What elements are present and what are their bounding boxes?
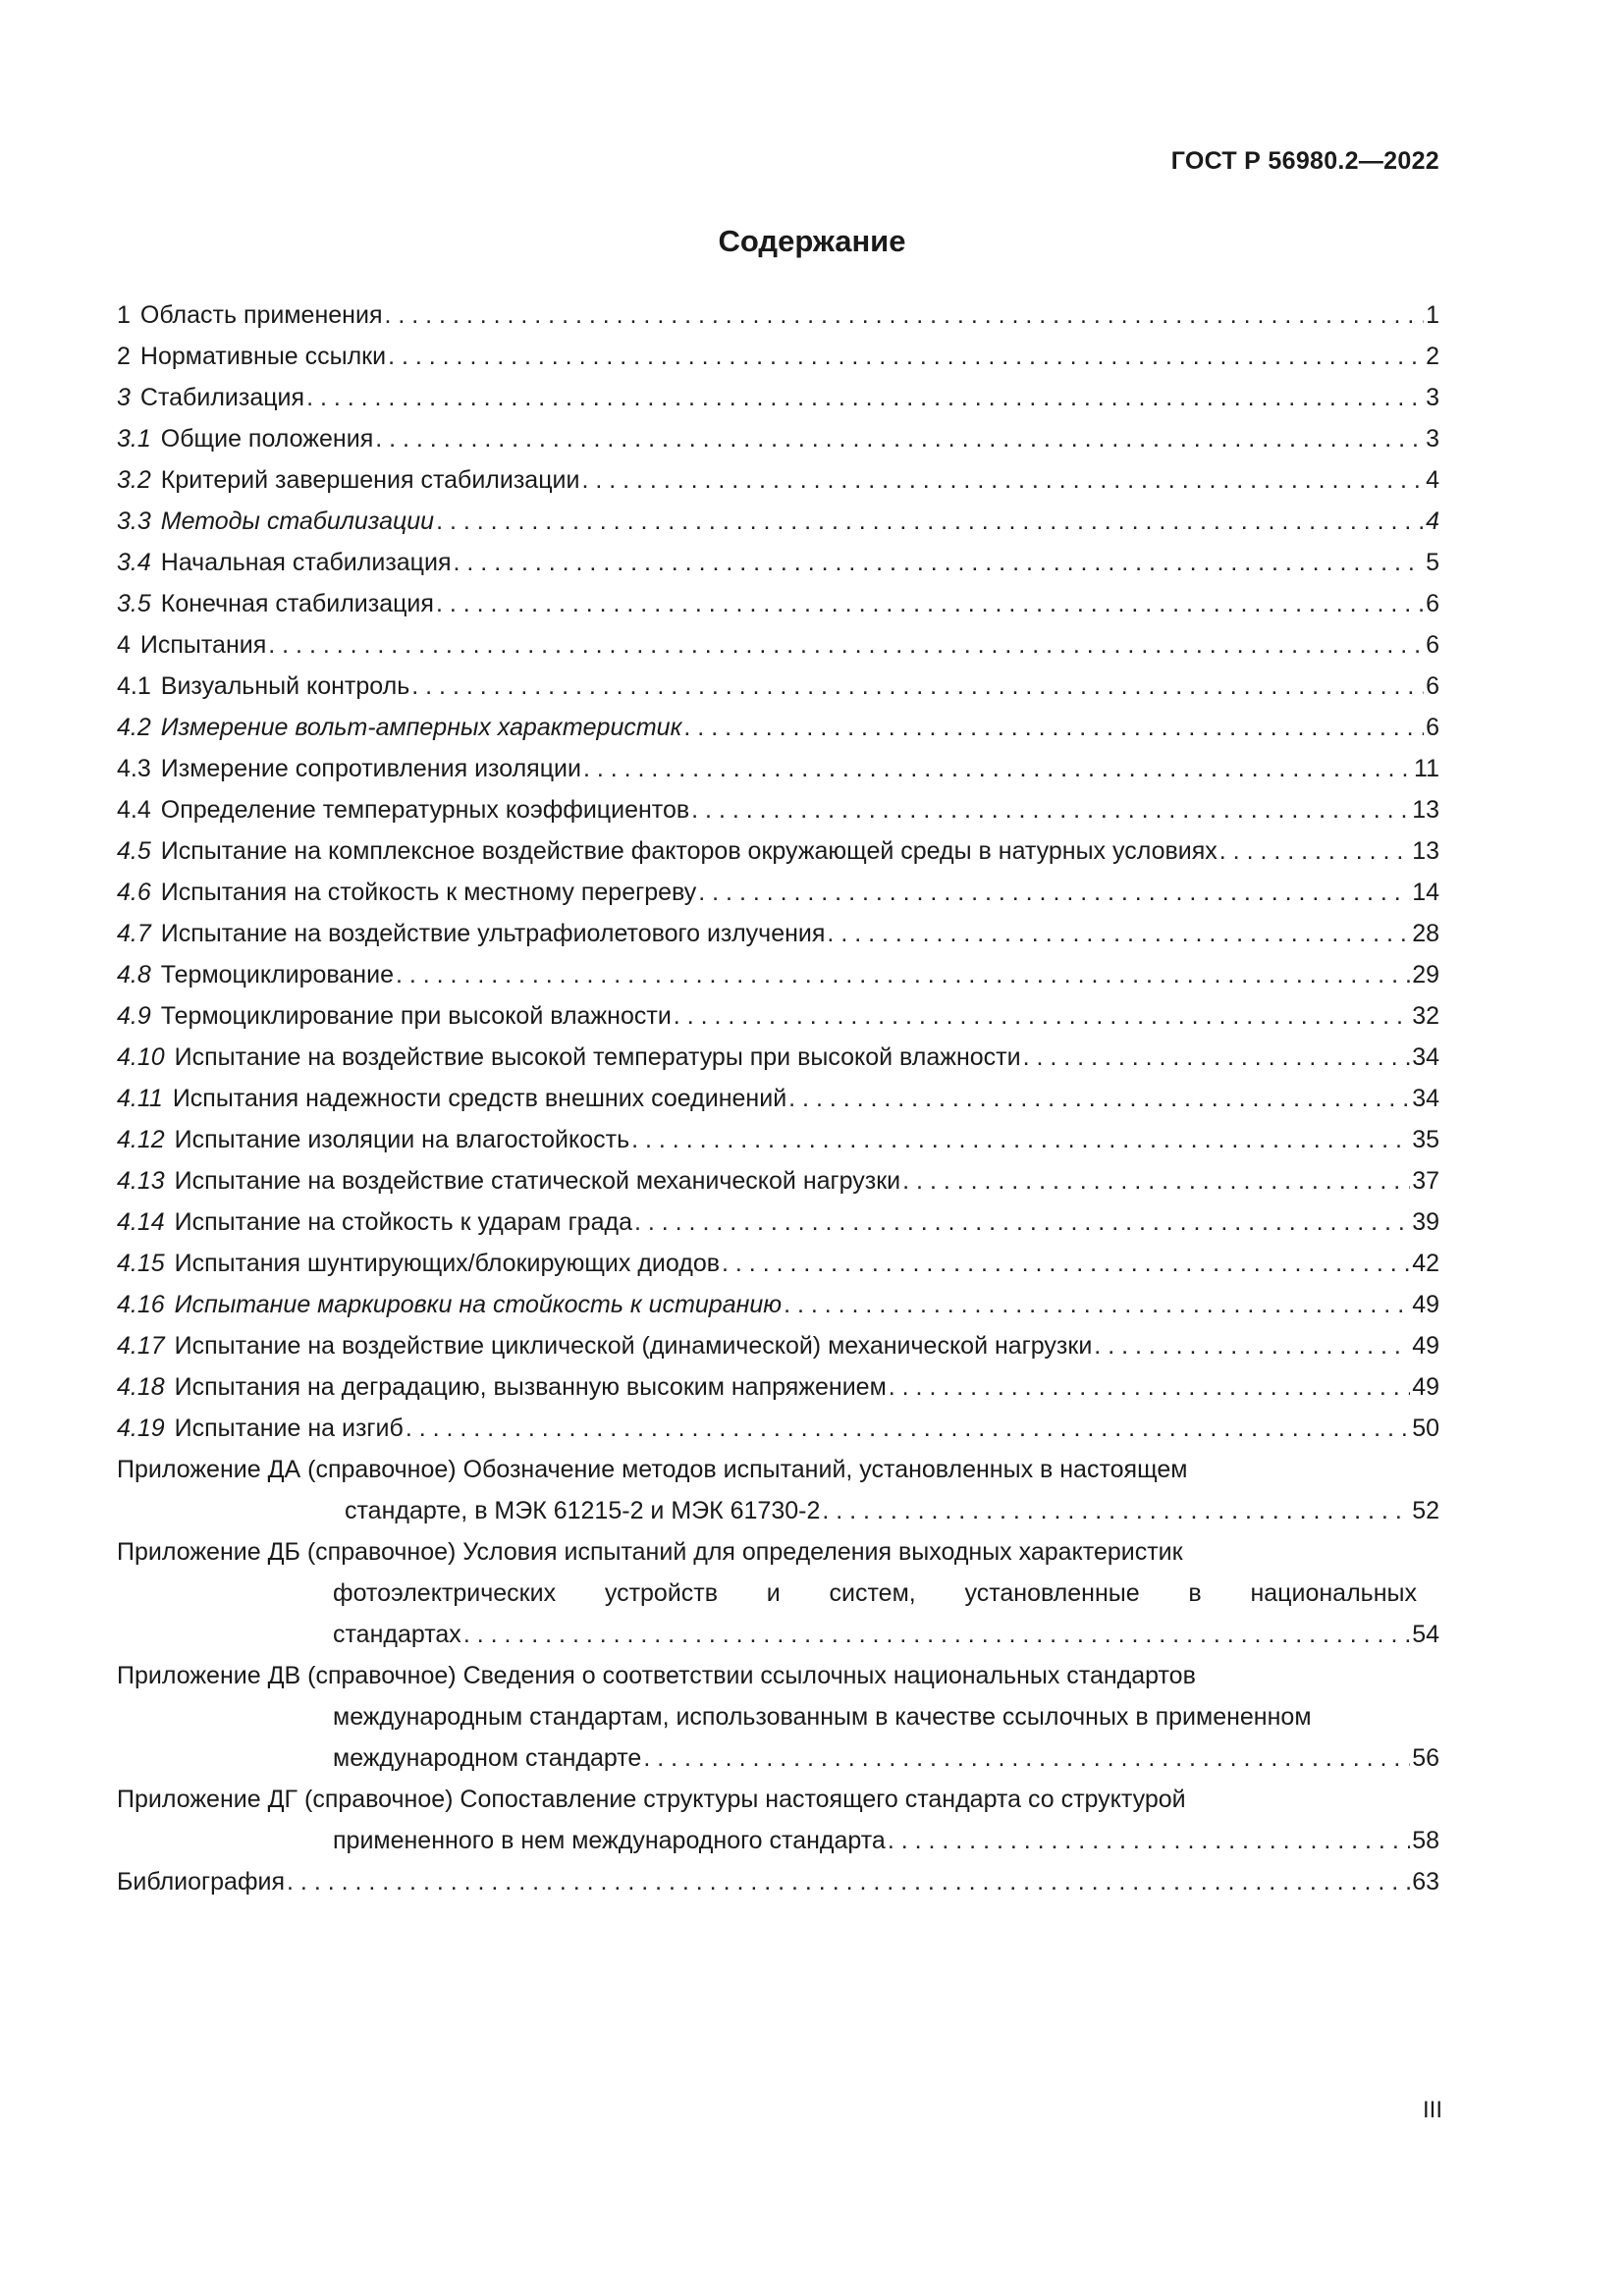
toc-entry[interactable]	[117, 1037, 1439, 1078]
toc-entry-number: 4.11	[117, 1085, 163, 1112]
toc-entry-title: Испытание на воздействие статической механической нагрузки	[174, 1167, 901, 1195]
leader-dots	[581, 459, 1424, 501]
leader-dots	[287, 1861, 1410, 1902]
appendix-word: установленные	[964, 1579, 1140, 1607]
leader-dots	[722, 1243, 1410, 1284]
toc-entry-number: 4.18	[117, 1373, 165, 1401]
toc-entry[interactable]	[117, 789, 1439, 830]
toc-entry-page: 13	[1412, 796, 1439, 824]
toc-entry-number: 3.3	[117, 507, 151, 535]
leader-dots	[674, 995, 1410, 1037]
toc-entry-page: 28	[1412, 920, 1439, 947]
toc-entry-page: 50	[1412, 1415, 1439, 1442]
appendix-justified-line	[117, 1573, 1417, 1614]
toc-entry-page: 52	[1412, 1497, 1439, 1524]
toc-entry-page: 35	[1412, 1126, 1439, 1153]
leader-dots	[268, 624, 1424, 666]
table-of-contents	[117, 294, 1439, 1902]
toc-entry-number: 4.16	[117, 1291, 165, 1318]
toc-entry-number: 4.8	[117, 961, 151, 988]
toc-entry-page: 14	[1412, 879, 1439, 906]
toc-entry[interactable]	[117, 872, 1439, 913]
toc-entry-number: 3.2	[117, 466, 151, 494]
toc-entry[interactable]	[117, 1284, 1439, 1325]
toc-entry[interactable]	[117, 418, 1439, 459]
toc-entry-title: Испытания шунтирующих/блокирующих диодов	[174, 1250, 721, 1277]
toc-entry-number: 4.12	[117, 1126, 165, 1153]
toc-entry-title: Испытание изоляции на влагостойкость	[174, 1126, 630, 1153]
leader-dots	[788, 1078, 1410, 1119]
toc-entry-title: Испытание на комплексное воздействие факторов окружающей среды в натурных условиях	[160, 837, 1218, 865]
toc-entry-title: Испытания на деградацию, вызванную высоким напряжением	[174, 1373, 887, 1401]
appendix-title-line: Приложение ДВ (справочное) Сведения о соответствии ссылочных национальных стандартов	[117, 1662, 1196, 1689]
leader-dots	[691, 789, 1410, 830]
leader-dots	[463, 1614, 1410, 1655]
toc-entry-page: 6	[1426, 631, 1439, 659]
toc-appendix-dg[interactable]	[117, 1779, 1439, 1861]
toc-entry-title: Конечная стабилизация	[160, 590, 434, 617]
toc-entry-number: 4.19	[117, 1415, 165, 1442]
toc-entry[interactable]	[117, 336, 1439, 377]
toc-entry-page: 49	[1412, 1332, 1439, 1360]
leader-dots	[827, 913, 1410, 954]
toc-entry-page: 2	[1426, 343, 1439, 370]
toc-entry-number: 4.15	[117, 1250, 165, 1277]
appendix-word: устройств	[604, 1579, 719, 1607]
leader-dots	[375, 418, 1424, 459]
leader-dots	[1023, 1037, 1411, 1078]
toc-entry-page: 4	[1426, 466, 1439, 494]
toc-entry-title: Измерение сопротивления изоляции	[160, 755, 581, 782]
toc-entry-number: 4.6	[117, 879, 151, 906]
leader-dots	[406, 1408, 1410, 1449]
toc-entry-title: Общие положения	[160, 425, 374, 453]
leader-dots	[683, 707, 1424, 748]
toc-entry-page: 11	[1414, 755, 1439, 782]
toc-entry[interactable]	[117, 1325, 1439, 1366]
toc-entry-title: Испытания	[139, 631, 267, 659]
leader-dots	[889, 1366, 1410, 1408]
toc-entry-number: 1	[117, 301, 131, 329]
toc-entry-page: 32	[1412, 1002, 1439, 1030]
leader-dots	[1219, 830, 1410, 872]
toc-entry-number: 2	[117, 343, 131, 370]
appendix-word: национальных	[1250, 1579, 1417, 1607]
toc-entry[interactable]	[117, 748, 1439, 789]
toc-entry-title: Нормативные ссылки	[139, 343, 387, 370]
toc-entry-title: Термоциклирование	[160, 961, 394, 988]
toc-entry[interactable]	[117, 542, 1439, 583]
appendix-last-line	[117, 1614, 1439, 1655]
leader-dots	[1094, 1325, 1410, 1366]
page-number: III	[1422, 2097, 1442, 2123]
toc-entry[interactable]	[117, 459, 1439, 501]
toc-entry-number: 4.4	[117, 796, 151, 824]
toc-entry-title: Библиография	[117, 1868, 286, 1896]
toc-entry[interactable]	[117, 1408, 1439, 1449]
leader-dots	[643, 1737, 1410, 1779]
toc-entry[interactable]	[117, 666, 1439, 707]
toc-entry-page: 29	[1412, 961, 1439, 988]
leader-dots	[436, 583, 1424, 624]
toc-entry-page: 6	[1426, 590, 1439, 617]
page-title: Содержание	[718, 224, 906, 258]
leader-dots	[411, 666, 1424, 707]
toc-entry[interactable]	[117, 913, 1439, 954]
toc-entry[interactable]	[117, 1201, 1439, 1243]
toc-entry-page: 42	[1412, 1250, 1439, 1277]
leader-dots	[631, 1119, 1410, 1160]
appendix-title-line: стандартах	[333, 1621, 461, 1648]
toc-entry-bibliography[interactable]	[117, 1861, 1439, 1902]
leader-dots	[306, 377, 1424, 418]
appendix-title-line: примененного в нем международного стандарта	[333, 1827, 886, 1854]
appendix-word: систем,	[829, 1579, 916, 1607]
toc-entry-page: 1	[1426, 301, 1439, 329]
toc-entry-title: Испытание на воздействие высокой температуры при высокой влажности	[174, 1043, 1021, 1071]
toc-entry-number: 4	[117, 631, 131, 659]
toc-entry-number: 3.5	[117, 590, 151, 617]
leader-dots	[902, 1160, 1410, 1201]
leader-dots	[583, 748, 1412, 789]
toc-entry-page: 63	[1412, 1868, 1439, 1896]
toc-entry[interactable]	[117, 707, 1439, 748]
toc-entry-number: 4.14	[117, 1208, 165, 1236]
toc-entry-title: Визуальный контроль	[160, 672, 410, 700]
toc-entry[interactable]	[117, 377, 1439, 418]
toc-entry-page: 56	[1412, 1744, 1439, 1772]
appendix-word: и	[766, 1579, 781, 1607]
toc-entry-number: 4.1	[117, 672, 151, 700]
appendix-title-line: Приложение ДГ (справочное) Сопоставление структуры настоящего стандарта со структурой	[117, 1786, 1186, 1813]
toc-entry[interactable]	[117, 1366, 1439, 1408]
leader-dots	[454, 542, 1425, 583]
leader-dots	[388, 336, 1424, 377]
appendix-word: фотоэлектрических	[333, 1579, 557, 1607]
toc-entry-page: 39	[1412, 1208, 1439, 1236]
appendix-word: в	[1188, 1579, 1202, 1607]
toc-entry[interactable]	[117, 1160, 1439, 1201]
appendix-last-line	[117, 1490, 1439, 1531]
toc-entry[interactable]	[117, 583, 1439, 624]
toc-entry-number: 4.10	[117, 1043, 165, 1071]
toc-entry-page: 5	[1426, 549, 1439, 576]
toc-entry[interactable]	[117, 1119, 1439, 1160]
leader-dots	[396, 954, 1410, 995]
toc-entry-number: 4.3	[117, 755, 151, 782]
toc-entry[interactable]	[117, 1078, 1439, 1119]
toc-entry-title: Стабилизация	[139, 384, 305, 411]
appendix-last-line	[117, 1820, 1439, 1861]
toc-entry-title: Измерение вольт-амперных характеристик	[160, 714, 682, 741]
toc-entry-title: Определение температурных коэффициентов	[160, 796, 690, 824]
toc-entry-page: 3	[1426, 384, 1439, 411]
toc-appendix-da[interactable]	[117, 1449, 1439, 1531]
appendix-title-line: стандарте, в МЭК 61215-2 и МЭК 61730-2	[345, 1497, 821, 1524]
toc-entry-number: 4.13	[117, 1167, 165, 1195]
toc-entry-number: 3	[117, 384, 131, 411]
toc-entry-page: 34	[1412, 1043, 1439, 1071]
appendix-title-line: международном стандарте	[333, 1744, 642, 1772]
document-code: ГОСТ Р 56980.2—2022	[1170, 147, 1439, 175]
leader-dots	[384, 294, 1424, 336]
toc-entry[interactable]	[117, 624, 1439, 666]
toc-entry[interactable]	[117, 294, 1439, 336]
toc-entry-page: 49	[1412, 1291, 1439, 1318]
toc-entry-page: 37	[1412, 1167, 1439, 1195]
toc-entry-page: 49	[1412, 1373, 1439, 1401]
toc-entry-title: Критерий завершения стабилизации	[160, 466, 580, 494]
toc-entry-title: Испытания надежности средств внешних соединений	[172, 1085, 787, 1112]
toc-entry[interactable]	[117, 501, 1439, 542]
toc-entry[interactable]	[117, 995, 1439, 1037]
appendix-title-line: международным стандартам, использованным в качестве ссылочных в примененном	[333, 1703, 1312, 1731]
toc-entry-number: 4.2	[117, 714, 151, 741]
toc-entry-title: Испытание на изгиб	[174, 1415, 404, 1442]
toc-entry-page: 54	[1412, 1621, 1439, 1648]
toc-entry-number: 4.9	[117, 1002, 151, 1030]
toc-appendix-dv[interactable]	[117, 1655, 1439, 1779]
toc-entry-page: 6	[1426, 714, 1439, 741]
leader-dots	[822, 1490, 1410, 1531]
toc-entry-page: 6	[1426, 672, 1439, 700]
toc-entry-number: 4.7	[117, 920, 151, 947]
toc-entry-title: Методы стабилизации	[160, 507, 435, 535]
toc-entry-title: Область применения	[139, 301, 383, 329]
leader-dots	[784, 1284, 1410, 1325]
toc-entry[interactable]	[117, 830, 1439, 872]
toc-entry-page: 13	[1412, 837, 1439, 865]
leader-dots	[436, 501, 1424, 542]
toc-entry-number: 4.17	[117, 1332, 165, 1360]
toc-entry-page: 3	[1426, 425, 1439, 453]
leader-dots	[634, 1201, 1410, 1243]
appendix-title-line: Приложение ДА (справочное) Обозначение методов испытаний, установленных в настоящем	[117, 1456, 1188, 1483]
toc-entry-number: 3.4	[117, 549, 151, 576]
toc-entry-title: Испытание на стойкость к ударам града	[174, 1208, 632, 1236]
toc-entry-title: Начальная стабилизация	[160, 549, 452, 576]
toc-entry-page: 58	[1412, 1827, 1439, 1854]
toc-entry-title: Испытание на воздействие циклической (динамической) механической нагрузки	[174, 1332, 1093, 1360]
toc-appendix-db[interactable]	[117, 1531, 1439, 1655]
toc-entry-number: 4.5	[117, 837, 151, 865]
toc-entry-number: 3.1	[117, 425, 151, 453]
toc-entry-title: Термоциклирование при высокой влажности	[160, 1002, 672, 1030]
toc-entry[interactable]	[117, 1243, 1439, 1284]
appendix-last-line	[117, 1737, 1439, 1779]
leader-dots	[698, 872, 1410, 913]
toc-entry-title: Испытания на стойкость к местному перегреву	[160, 879, 697, 906]
toc-entry[interactable]	[117, 954, 1439, 995]
appendix-title-line: Приложение ДБ (справочное) Условия испытаний для определения выходных характеристик	[117, 1538, 1183, 1566]
toc-entry-page: 4	[1426, 507, 1439, 535]
toc-entry-title: Испытание на воздействие ультрафиолетового излучения	[160, 920, 826, 947]
toc-entry-title: Испытание маркировки на стойкость к истиранию	[174, 1291, 783, 1318]
toc-entry-page: 34	[1412, 1085, 1439, 1112]
leader-dots	[888, 1820, 1410, 1861]
